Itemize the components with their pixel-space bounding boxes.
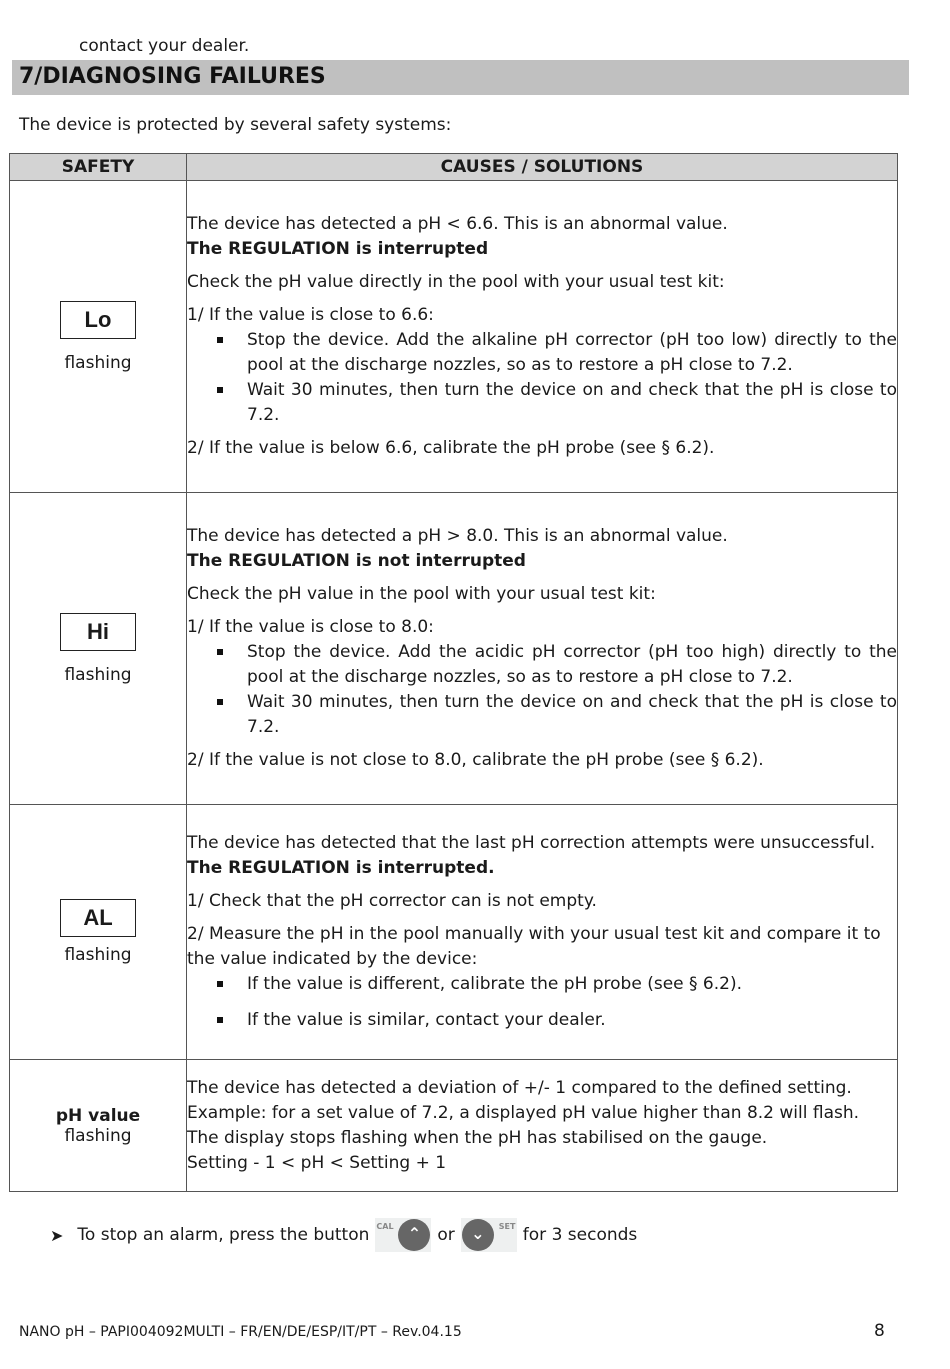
regulation-status: The REGULATION is interrupted xyxy=(187,239,489,259)
safety-table xyxy=(9,153,898,1192)
page-number: 8 xyxy=(874,1321,885,1341)
display-lo: Lo xyxy=(60,301,136,339)
causes-cell-ph xyxy=(187,1060,898,1192)
cause-line: 1/ If the value is close to 8.0: xyxy=(187,617,434,637)
header-causes-solutions: CAUSES / SOLUTIONS xyxy=(187,154,898,181)
list-item: If the value is similar, contact your dealer. xyxy=(247,1008,897,1033)
causes-cell-lo xyxy=(187,181,898,493)
section-heading-bar xyxy=(12,60,909,95)
list-item: Wait 30 minutes, then turn the device on and check that the pH is close to 7.2. xyxy=(247,690,897,740)
cause-line: The device has detected a deviation of +/- 1 compared to the defined setting. xyxy=(187,1077,852,1098)
cause-line: 2/ If the value is not close to 8.0, calibrate the pH probe (see § 6.2). xyxy=(187,750,764,770)
regulation-status: The REGULATION is interrupted. xyxy=(187,858,495,878)
bullet-list xyxy=(187,972,897,1033)
state-label: flashing xyxy=(64,945,132,965)
table-row xyxy=(10,181,898,493)
state-label: flashing xyxy=(64,352,132,373)
bullet-square-icon xyxy=(217,699,223,705)
cause-line: 1/ Check that the pH corrector can is not empty. xyxy=(187,891,597,911)
note-or: or xyxy=(437,1225,455,1245)
bullet-square-icon xyxy=(217,387,223,393)
cause-line: The device has detected a pH > 8.0. This is an abnormal value. xyxy=(187,526,728,546)
table-row xyxy=(10,1060,898,1192)
table-header-row xyxy=(10,154,898,181)
safety-cell-hi xyxy=(10,493,187,805)
list-item: Stop the device. Add the alkaline pH corrector (pH too low) directly to the pool at the discharge nozzles, so as to restore a pH close to 7.2. xyxy=(247,328,897,378)
footer-document-ref: NANO pH – PAPI004092MULTI – FR/EN/DE/ESP/IT/PT – Rev.04.15 xyxy=(19,1324,462,1340)
cause-line: 2/ Measure the pH in the pool manually with your usual test kit and compare it to the value indicated by the device: xyxy=(187,924,881,969)
cause-line: The display stops flashing when the pH has stabilised on the gauge. xyxy=(187,1127,768,1148)
header-safety: SAFETY xyxy=(10,154,187,181)
section-title: 7/DIAGNOSING FAILURES xyxy=(19,64,326,89)
list-item: If the value is different, calibrate the pH probe (see § 6.2). xyxy=(247,972,897,997)
cause-line: 1/ If the value is close to 6.6: xyxy=(187,305,434,325)
cause-line: Example: for a set value of 7.2, a displayed pH value higher than 8.2 will flash. xyxy=(187,1102,860,1123)
cause-line: Check the pH value directly in the pool with your usual test kit: xyxy=(187,272,725,292)
bullet-square-icon xyxy=(217,981,223,987)
cal-tag: CAL xyxy=(376,1222,394,1231)
cause-line: The device has detected that the last pH correction attempts were unsuccessful. xyxy=(187,833,876,853)
alarm-stop-note xyxy=(50,1218,637,1252)
table-row xyxy=(10,805,898,1060)
bullet-square-icon xyxy=(217,337,223,343)
continued-text: contact your dealer. xyxy=(79,36,250,56)
causes-cell-al xyxy=(187,805,898,1060)
cause-line: Check the pH value in the pool with your usual test kit: xyxy=(187,584,656,604)
state-label: flashing xyxy=(64,664,132,685)
cause-line: Setting - 1 < pH < Setting + 1 xyxy=(187,1152,447,1173)
state-label: flashing xyxy=(64,1125,132,1146)
table-row xyxy=(10,493,898,805)
display-al: AL xyxy=(60,899,136,937)
set-down-button-icon: ⌄ SET xyxy=(461,1218,517,1252)
intro-text: The device is protected by several safety systems: xyxy=(19,115,452,135)
safety-cell-ph xyxy=(10,1060,187,1192)
cause-line: 2/ If the value is below 6.6, calibrate the pH probe (see § 6.2). xyxy=(187,438,715,458)
bullet-list xyxy=(187,640,897,740)
set-tag: SET xyxy=(498,1222,516,1231)
safety-cell-lo xyxy=(10,181,187,493)
bullet-list xyxy=(187,328,897,428)
bullet-square-icon xyxy=(217,1017,223,1023)
note-text-before: To stop an alarm, press the button xyxy=(77,1225,370,1245)
list-item: Stop the device. Add the acidic pH corrector (pH too high) directly to the pool at the discharge nozzles, so as to restore a pH close to 7.2. xyxy=(247,640,897,690)
bullet-square-icon xyxy=(217,649,223,655)
regulation-status: The REGULATION is not interrupted xyxy=(187,551,526,571)
note-text-after: for 3 seconds xyxy=(522,1225,638,1245)
cause-line: The device has detected a pH < 6.6. This is an abnormal value. xyxy=(187,214,728,234)
display-hi: Hi xyxy=(60,613,136,651)
arrow-right-icon: ➤ xyxy=(50,1225,64,1245)
cal-up-button-icon: CAL ⌃ xyxy=(375,1218,431,1252)
list-item: Wait 30 minutes, then turn the device on and check that the pH is close to 7.2. xyxy=(247,378,897,428)
ph-value-label: pH value xyxy=(55,1105,141,1126)
safety-cell-al xyxy=(10,805,187,1060)
causes-cell-hi xyxy=(187,493,898,805)
